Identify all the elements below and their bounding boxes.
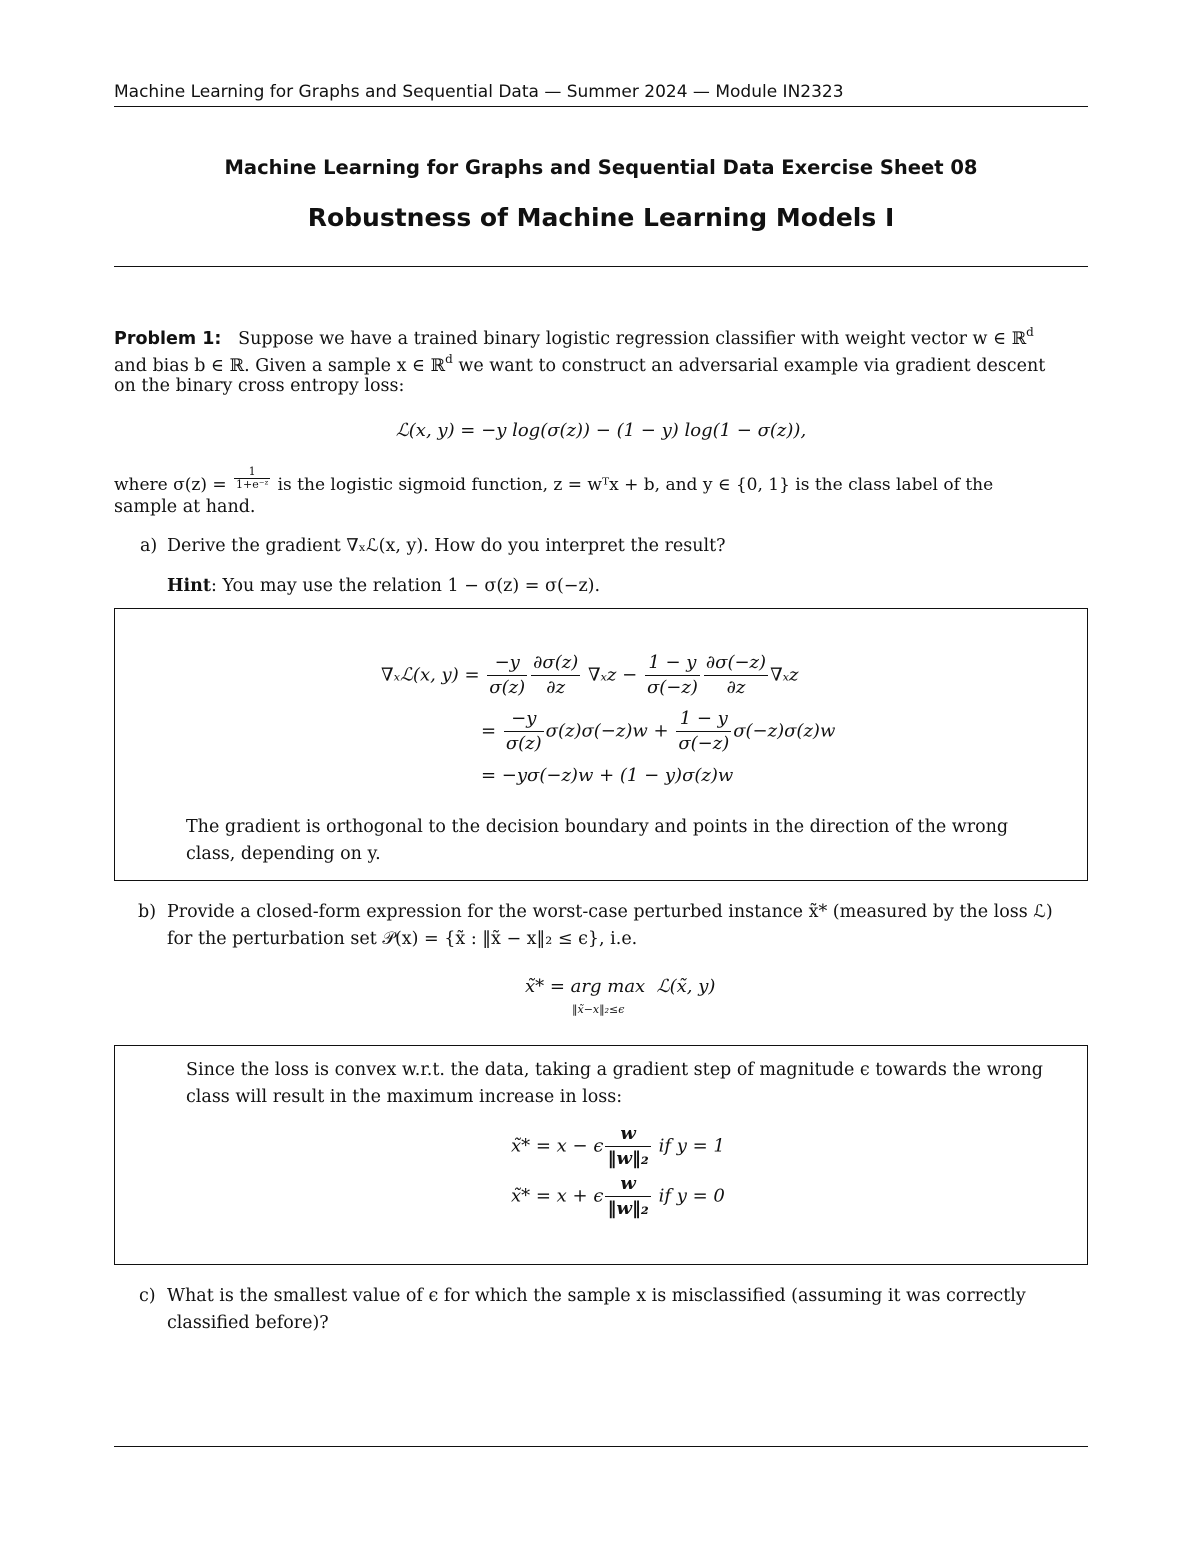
fraction-denominator: σ(z)	[505, 733, 542, 754]
worst-case-y1	[511, 1122, 725, 1171]
problem-intro-c: we want to construct an adversarial example via gradient descent	[458, 356, 1046, 376]
gradient-line-3: = −yσ(−z)w + (1 − y)σ(z)w	[481, 765, 734, 786]
gradient-line-2	[481, 707, 835, 756]
part-a-hint	[167, 573, 1087, 600]
solution-box-b	[114, 1045, 1088, 1265]
argmax-rhs: ℒ(x̃, y)	[656, 976, 716, 997]
case-condition: if y = 0	[658, 1185, 725, 1207]
fraction-numerator: ∂σ(−z)	[704, 651, 768, 676]
fraction-denominator: σ(z)	[489, 677, 526, 698]
header-rule	[114, 106, 1088, 107]
fraction-numerator: 1 − y	[645, 651, 700, 676]
running-header: Machine Learning for Graphs and Sequential Data — Summer 2024 — Module IN2323	[114, 82, 844, 102]
fraction-denominator: ∂z	[726, 677, 746, 698]
fraction	[531, 651, 580, 700]
fraction-numerator: −y	[487, 651, 527, 676]
part-a-label: a)	[140, 536, 158, 556]
fraction-denominator: ‖w‖₂	[607, 1198, 649, 1219]
fraction	[605, 1172, 650, 1221]
fraction	[704, 651, 768, 700]
sheet-title: Machine Learning for Graphs and Sequential Data Exercise Sheet 08	[224, 156, 978, 179]
gradient-mid: σ(z)σ(−z)w +	[545, 720, 669, 742]
fraction-numerator: w	[605, 1122, 650, 1147]
case-lhs: x̃* = x + ϵ	[511, 1185, 604, 1207]
title-rule	[114, 266, 1088, 267]
fraction-numerator: −y	[504, 707, 544, 732]
hint-label: Hint	[167, 576, 211, 596]
fraction	[645, 651, 700, 700]
fraction	[487, 651, 527, 700]
where-b: is the logistic sigmoid function, z = wᵀx + b, and y ∈ {0, 1} is the class label of the	[277, 475, 994, 495]
part-c-question-1: What is the smallest value of ϵ for which the sample x is misclassified (assuming it was correctly	[167, 1286, 1026, 1306]
superscript-d: d	[445, 352, 453, 366]
fraction-numerator: ∂σ(z)	[531, 651, 580, 676]
gradient-mid: ∇ₓz −	[587, 664, 638, 686]
fraction	[605, 1122, 650, 1171]
gradient-end: ∇ₓz	[770, 664, 799, 686]
solution-box-a	[114, 608, 1088, 881]
fraction-numerator: 1 − y	[676, 707, 731, 732]
solution-b-text-2: class will result in the maximum increase in loss:	[186, 1087, 623, 1107]
sheet-subtitle: Robustness of Machine Learning Models I	[307, 203, 895, 232]
where-c: sample at hand.	[114, 497, 256, 517]
fraction-numerator: w	[605, 1172, 650, 1197]
solution-b-text-1: Since the loss is convex w.r.t. the data, taking a gradient step of magnitude ϵ towards the wrong	[186, 1060, 1043, 1080]
part-c-label: c)	[139, 1286, 156, 1306]
argmax-subscript: ‖x̃−x‖₂≤ϵ	[572, 1003, 625, 1016]
problem-intro-a: Suppose we have a trained binary logistic regression classifier with weight vector w ∈ ℝ	[238, 329, 1027, 349]
fraction-denominator: ‖w‖₂	[607, 1148, 649, 1169]
where-a: where σ(z) =	[114, 475, 227, 495]
equals-sign: =	[481, 720, 497, 742]
fraction-denominator: σ(−z)	[646, 677, 698, 698]
problem-intro-line-3: on the binary cross entropy loss:	[114, 376, 405, 396]
loss-equation: ℒ(x, y) = −y log(σ(z)) − (1 − y) log(1 − σ(z)),	[395, 420, 807, 441]
problem-label: Problem 1:	[114, 329, 222, 349]
case-condition: if y = 1	[658, 1135, 725, 1157]
interpretation-line-2: class, depending on y.	[186, 844, 381, 864]
superscript-d: d	[1026, 325, 1034, 339]
hint-text: : You may use the relation 1 − σ(z) = σ(−z).	[211, 576, 601, 596]
interpretation-line-1: The gradient is orthogonal to the decision boundary and points in the direction of the wrong	[186, 817, 1009, 837]
argmax-equation	[525, 976, 715, 997]
argmax-lhs: x̃* = arg max	[525, 976, 646, 997]
case-lhs: x̃* = x − ϵ	[511, 1135, 604, 1157]
fraction	[676, 707, 731, 756]
fraction-denominator: σ(−z)	[678, 733, 730, 754]
fraction	[504, 707, 544, 756]
gradient-end: σ(−z)σ(z)w	[733, 720, 836, 742]
part-b-label: b)	[138, 902, 157, 922]
problem-intro-b: and bias b ∈ ℝ. Given a sample x ∈ ℝ	[114, 356, 446, 376]
part-c-question-2: classified before)?	[167, 1313, 329, 1333]
fraction-denominator: ∂z	[546, 677, 566, 698]
sigmoid-fraction	[234, 466, 270, 491]
gradient-line-1	[381, 651, 799, 700]
sigmoid-fraction-denominator: 1+e⁻ᶻ	[236, 478, 269, 491]
part-b-question-2: for the perturbation set 𝒫(x) = {x̃ : ‖x̃ − x‖₂ ≤ ϵ}, i.e.	[167, 929, 638, 949]
part-b-question-1: Provide a closed-form expression for the worst-case perturbed instance x̃* (measured by the loss ℒ)	[167, 902, 1053, 922]
footer-rule	[114, 1446, 1088, 1447]
part-a-question: Derive the gradient ∇ₓℒ(x, y). How do you interpret the result?	[167, 536, 726, 556]
sigmoid-fraction-numerator: 1	[234, 466, 270, 479]
gradient-lhs: ∇ₓℒ(x, y) =	[381, 664, 480, 686]
worst-case-y0	[511, 1172, 725, 1221]
